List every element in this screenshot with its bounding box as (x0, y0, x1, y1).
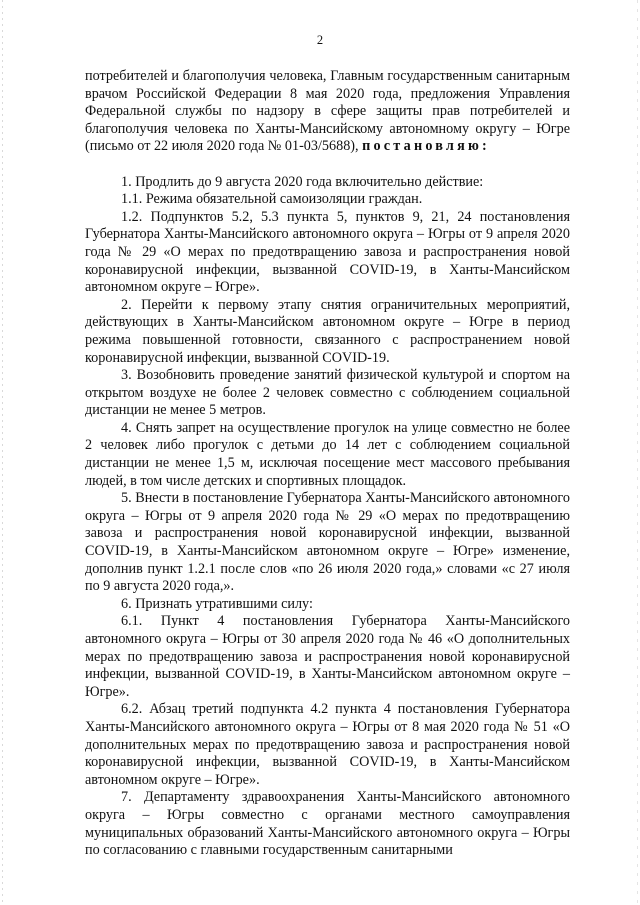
intro-text: потребителей и благополучия человека, Главным государственным санитарным врачом Российской Федерации 8 мая 2020 года, предложения Управления Федеральной службы по надзору в сфере защиты прав потребителей и благополучия человека по Ханты-Мансийскому автономному округу – Югре (письмо от 22 июля 2020 года № 01-03/5688), (85, 68, 570, 155)
paragraph-1-2: 1.2. Подпунктов 5.2, 5.3 пункта 5, пунктов 9, 21, 24 постановления Губернатора Ханты-Мансийского автономного округа – Югры от 9 апреля 2020 года № 29 «О мерах по предотвращению завоза и распространения новой коронавирусной инфекции, вызванной COVID-19, в Ханты-Мансийском автономном округе – Югре». (85, 208, 570, 296)
scan-edge-left (2, 0, 3, 905)
paragraph-3: 3. Возобновить проведение занятий физической культурой и спортом на открытом воздухе не более 2 человек совместно с соблюдением социальной дистанции не менее 5 метров. (85, 367, 570, 419)
scan-edge-right (637, 0, 638, 905)
paragraph-6: 6. Признать утратившими силу: (121, 595, 313, 612)
paragraph-1-1: 1.1. Режима обязательной самоизоляции граждан. (121, 191, 423, 208)
paragraph-5: 5. Внести в постановление Губернатора Ханты-Мансийского автономного округа – Югры от 9 апреля 2020 года № 29 «О мерах по предотвращению завоза и распространения новой коронавирусной инфекции, вызванной COVID-19, в Ханты-Мансийском автономном округе – Югре» изменение, дополнив пункт 1.2.1 после слов «по 26 июля 2020 года,» словами «с 27 июля по 9 августа 2020 года,». (85, 490, 570, 595)
page-number: 2 (316, 33, 324, 47)
decree-word: постановляю: (362, 138, 490, 155)
document-body (85, 68, 570, 860)
paragraph-4: 4. Снять запрет на осуществление прогулок на улице совместно не более 2 человек либо прогулок с детьми до 14 лет с соблюдением социальной дистанции не менее 1,5 м, исключая посещение мест массового пребывания людей, в том числе детских и спортивных площадок. (85, 419, 570, 489)
intro-paragraph (85, 68, 570, 156)
paragraph-2: 2. Перейти к первому этапу снятия ограничительных мероприятий, действующих в Ханты-Мансийском автономном округе – Югре в период режима повышенной готовности, связанного с распространением новой коронавирусной инфекции, вызванной COVID-19. (85, 296, 570, 366)
paragraph-6-1: 6.1. Пункт 4 постановления Губернатора Ханты-Мансийского автономного округа – Югры от 30 апреля 2020 года № 46 «О дополнительных мерах по предотвращению завоза и распространения новой коронавирусной инфекции, вызванной COVID-19, в Ханты-Мансийском автономном округе – Югре». (85, 613, 570, 700)
paragraph-7: 7. Департаменту здравоохранения Ханты-Мансийского автономного округа – Югры совместно с органами местного самоуправления муниципальных образований Ханты-Мансийского автономного округа – Югры по согласованию с главными государственным санитарными (85, 789, 570, 859)
paragraph-6-2: 6.2. Абзац третий подпункта 4.2 пункта 4 постановления Губернатора Ханты-Мансийского автономного округа – Югры от 8 мая 2020 года № 51 «О дополнительных мерах по предотвращению завоза и распространения новой коронавирусной инфекции, вызванной COVID-19, в Ханты-Мансийском автономном округе – Югре». (85, 701, 570, 788)
paragraph-1: 1. Продлить до 9 августа 2020 года включительно действие: (121, 173, 484, 190)
